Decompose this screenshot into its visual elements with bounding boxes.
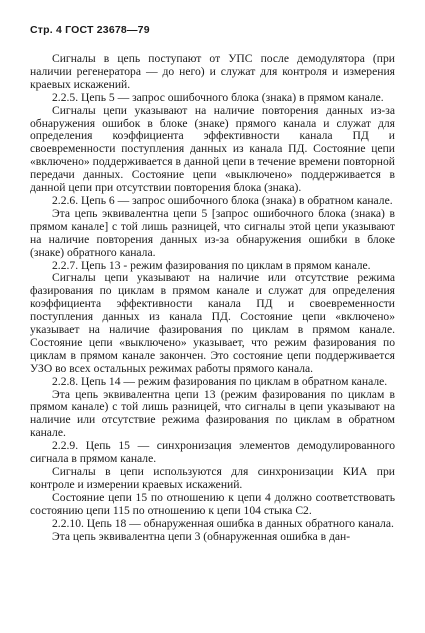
paragraph: Сигналы цепи указывают на наличие повторения данных из-за обнаружения ошибок в блоке (знаке) прямого канала и служат для определения коэффициента эффективности канала ПД и своевременности поступления данных из канала ПД. Состояние цепи «включено» поддерживается в данной цепи в течение времени повторной передачи данных. Состояние цепи «выключено» поддерживается в данной цепи при отсутствии повторения блока (знака). <box>30 103 395 195</box>
page-header: Стр. 4 ГОСТ 23678—79 <box>30 24 150 36</box>
body-text <box>30 53 395 543</box>
paragraph: Сигналы цепи указывают на наличие или отсутствие режима фазирования по циклам в прямом канале и служат для определения коэффициента эффективности канала ПД и своевременности поступления данных из канала ПД. Состояние цепи «включено» указывает на наличие фазирования по циклам в прямом канале. Состояние цепи «выключено» указывает, что режим фазирования по циклам в прямом канале закончен. Это состояние цепи поддерживается УЗО во всех остальных режимах работы прямого канала. <box>30 271 395 375</box>
section-heading: 2.2.10. Цепь 18 — обнаруженная ошибка в данных обратного канала. <box>52 516 394 530</box>
section-heading: 2.2.9. Цепь 15 — синхронизация элементов демодулированного сигнала в прямом канале. <box>30 439 395 466</box>
paragraph: Эта цепь эквивалентна цепи 13 (режим фазирования по циклам в прямом канале) с той лишь разницей, что сигналы в цепи указывают на наличие или отсутствие режима фазирования по циклам в обратном канале. <box>30 387 395 440</box>
paragraph: Сигналы в цепи используются для синхронизации КИА при контроле и измерении краевых искажений. <box>30 465 395 491</box>
section-heading: 2.2.7. Цепь 13 - режим фазирования по циклам в прямом канале. <box>52 258 371 272</box>
paragraph: Эта цепь эквивалентна цепи 5 [запрос ошибочного блока (знака) в прямом канале] с той лишь разницей, что сигналы этой цепи указывают на наличие повторения данных из-за обнаружения ошибки в блоке (знаке) обратного канала. <box>30 206 395 259</box>
paragraph: Состояние цепи 15 по отношению к цепи 4 должно соответствовать состоянию цепи 115 по отношению к цепи 104 стыка С2. <box>30 490 395 517</box>
paragraph: Эта цепь эквивалентна цепи 3 (обнаруженная ошибка в дан- <box>52 529 351 543</box>
paragraph: Сигналы в цепь поступают от УПС после демодулятора (при наличии регенератора — до него) и служат для контроля и измерения краевых искажений. <box>30 52 395 91</box>
section-heading: 2.2.6. Цепь 6 — запрос ошибочного блока (знака) в обратном канале. <box>52 193 393 207</box>
section-heading: 2.2.8. Цепь 14 — режим фазирования по циклам в обратном канале. <box>52 374 388 388</box>
section-heading: 2.2.5. Цепь 5 — запрос ошибочного блока (знака) в прямом канале. <box>52 90 384 104</box>
